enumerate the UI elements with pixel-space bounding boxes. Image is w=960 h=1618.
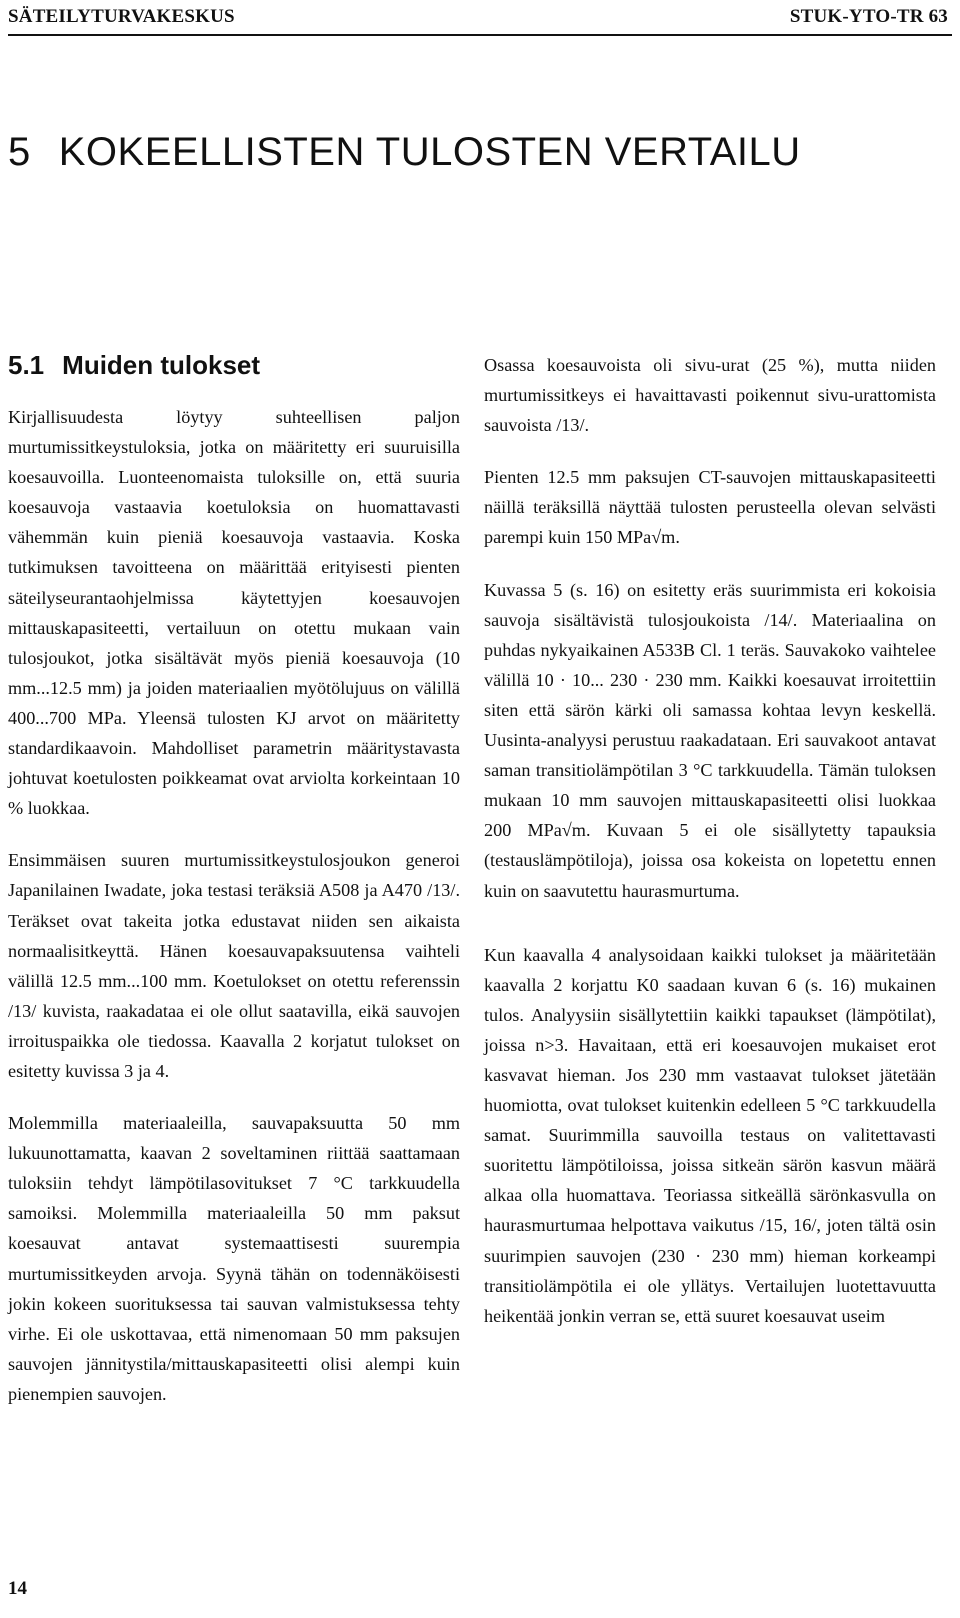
page-number: 14 <box>8 1578 27 1599</box>
paragraph: Kirjallisuudesta löytyy suhteellisen paljon murtumissitkeystuloksia, jotka on määritetty eri suuruisilla koesauvoilla. Luonteenomaista tuloksille on, että suuria koesauvoja vastaavia koetuloksia on huomattavasti vähemmän kuin pieniä koesauvoja vastaavia. Koska tutkimuksen tavoitteena on määrittää erityisesti pienten säteilyseurantaohjelmissa käytettyjen koesauvojen mittauskapasiteetti, vertailuun on otettu mukaan vain tulosjoukot, jotka sisältävät myös pieniä koesauvoja (10 mm...12.5 mm) ja joiden materiaalien myötölujuus on välillä 400...700 MPa. Yleensä tulosten KJ arvot on määritetty standardikaavoin. Mahdolliset parametrin määritystavasta johtuvat koetulosten poikkeamat ovat arviolta korkeintaan 10 % luokkaa. <box>8 407 460 819</box>
chapter-title <box>8 130 801 175</box>
chapter-title-text: KOKEELLISTEN TULOSTEN VERTAILU <box>58 130 801 174</box>
chapter-number: 5 <box>8 130 31 174</box>
paragraph: Molemmilla materiaaleilla, sauvapaksuutta 50 mm lukuunottamatta, kaavan 2 soveltaminen riittää saattamaan tuloksiin tehdyt lämpötilasovitukset 7 °C tarkkuudella samoiksi. Molemmilla materiaaleilla 50 mm paksut koesauvat antavat systemaattisesti suurempia murtumissitkeyden arvoja. Syynä tähän on todennäköisesti jokin kokeen suorituksessa tai sauvan valmistuksessa tehty virhe. Ei ole uskottavaa, että nimenomaan 50 mm paksujen sauvojen jännitystila/mittauskapasiteetti olisi alempi kuin pienempien sauvojen. <box>8 1113 460 1404</box>
section-number: 5.1 <box>8 350 45 380</box>
paragraph: Ensimmäisen suuren murtumissitkeystulosjoukon generoi Japanilainen Iwadate, joka testasi teräksiä A508 ja A470 /13/. Teräkset ovat takeita jotka edustavat niiden sen aikaista normaalisitkeyttä. Hänen koesauvapaksuutensa vaihteli välillä 12.5 mm...100 mm. Koetulokset on otettu referenssin /13/ kuvista, raakadataa ei ole ollut saatavilla, eikä sauvojen irroituspaikka ole tiedossa. Kaavalla 2 korjatut tulokset on esitetty kuvissa 3 ja 4. <box>8 850 460 1081</box>
section-heading <box>8 350 460 380</box>
running-header-left: SÄTEILYTURVAKESKUS <box>8 6 235 27</box>
paragraph: Kuvassa 5 (s. 16) on esitetty eräs suurimmista eri kokoisia sauvoja sisältävistä tulosjoukoista /14/. Materiaalina on puhdas nykyaikainen A533B Cl. 1 teräs. Sauvakoko vaihtelee välillä 10 · 10... 230 · 230 mm. Kaikki koesauvat irroitettiin siten että särön kärki oli samassa kohtaa levyn keskellä. Uusinta-analyysi perustuu raakadataan. Eri sauvakoot antavat saman transitiolämpötilan 3 °C tarkkuudella. Tämän tuloksen mukaan 10 mm sauvojen mittauskapasiteetti olisi luokkaa 200 MPa√m. Kuvaan 5 ei ole sisällytetty tapauksia (testauslämpötiloja), joissa osa kokeista on lopetettu ennen kuin on saavutettu haurasmurtuma. <box>484 579 936 901</box>
running-header-right: STUK-YTO-TR 63 <box>789 6 948 27</box>
paragraph: Pienten 12.5 mm paksujen CT-sauvojen mittauskapasiteetti näillä teräksillä näyttää tulosten perusteella olevan selvästi parempi kuin 150 MPa√m. <box>484 467 936 548</box>
paragraph: Kun kaavalla 4 analysoidaan kaikki tulokset ja määritetään kaavalla 2 korjattu K0 saadaan kuvan 6 (s. 16) mukainen tulos. Analyysiin sisällytettiin kaikki tapaukset (lämpötilat), joissa n>3. Havaitaan, että eri koesauvojen mukaiset erot kasvavat hieman. Jos 230 mm vastaavat tulokset jätetään huomiotta, ovat tulokset kuitenkin edelleen 5 °C tarkkuudella samat. Suurimmilla sauvoilla testaus on valitettavasti suoritettu lämpötiloissa, joissa sitkeän särön kasvun määrä alkaa olla huomattava. Teoriassa sitkeällä särönkasvulla on haurasmurtumaa helpottava vaikutus /15, 16/, joten tältä osin suurimpien sauvojen (230 · 230 mm) hieman korkeampi transitiolämpötila ei ole yllätys. Vertailujen luotettavuutta heikentää jonkin verran se, että suuret koesauvat useim <box>484 944 936 1326</box>
section-title: Muiden tulokset <box>62 350 261 380</box>
right-column <box>484 350 936 1353</box>
header-rule <box>8 34 952 36</box>
paragraph: Osassa koesauvoista oli sivu-urat (25 %), mutta niiden murtumissitkeys ei havaittavasti poikennut sivu-urattomista sauvoista /13/. <box>484 355 936 436</box>
left-column <box>8 350 460 1431</box>
